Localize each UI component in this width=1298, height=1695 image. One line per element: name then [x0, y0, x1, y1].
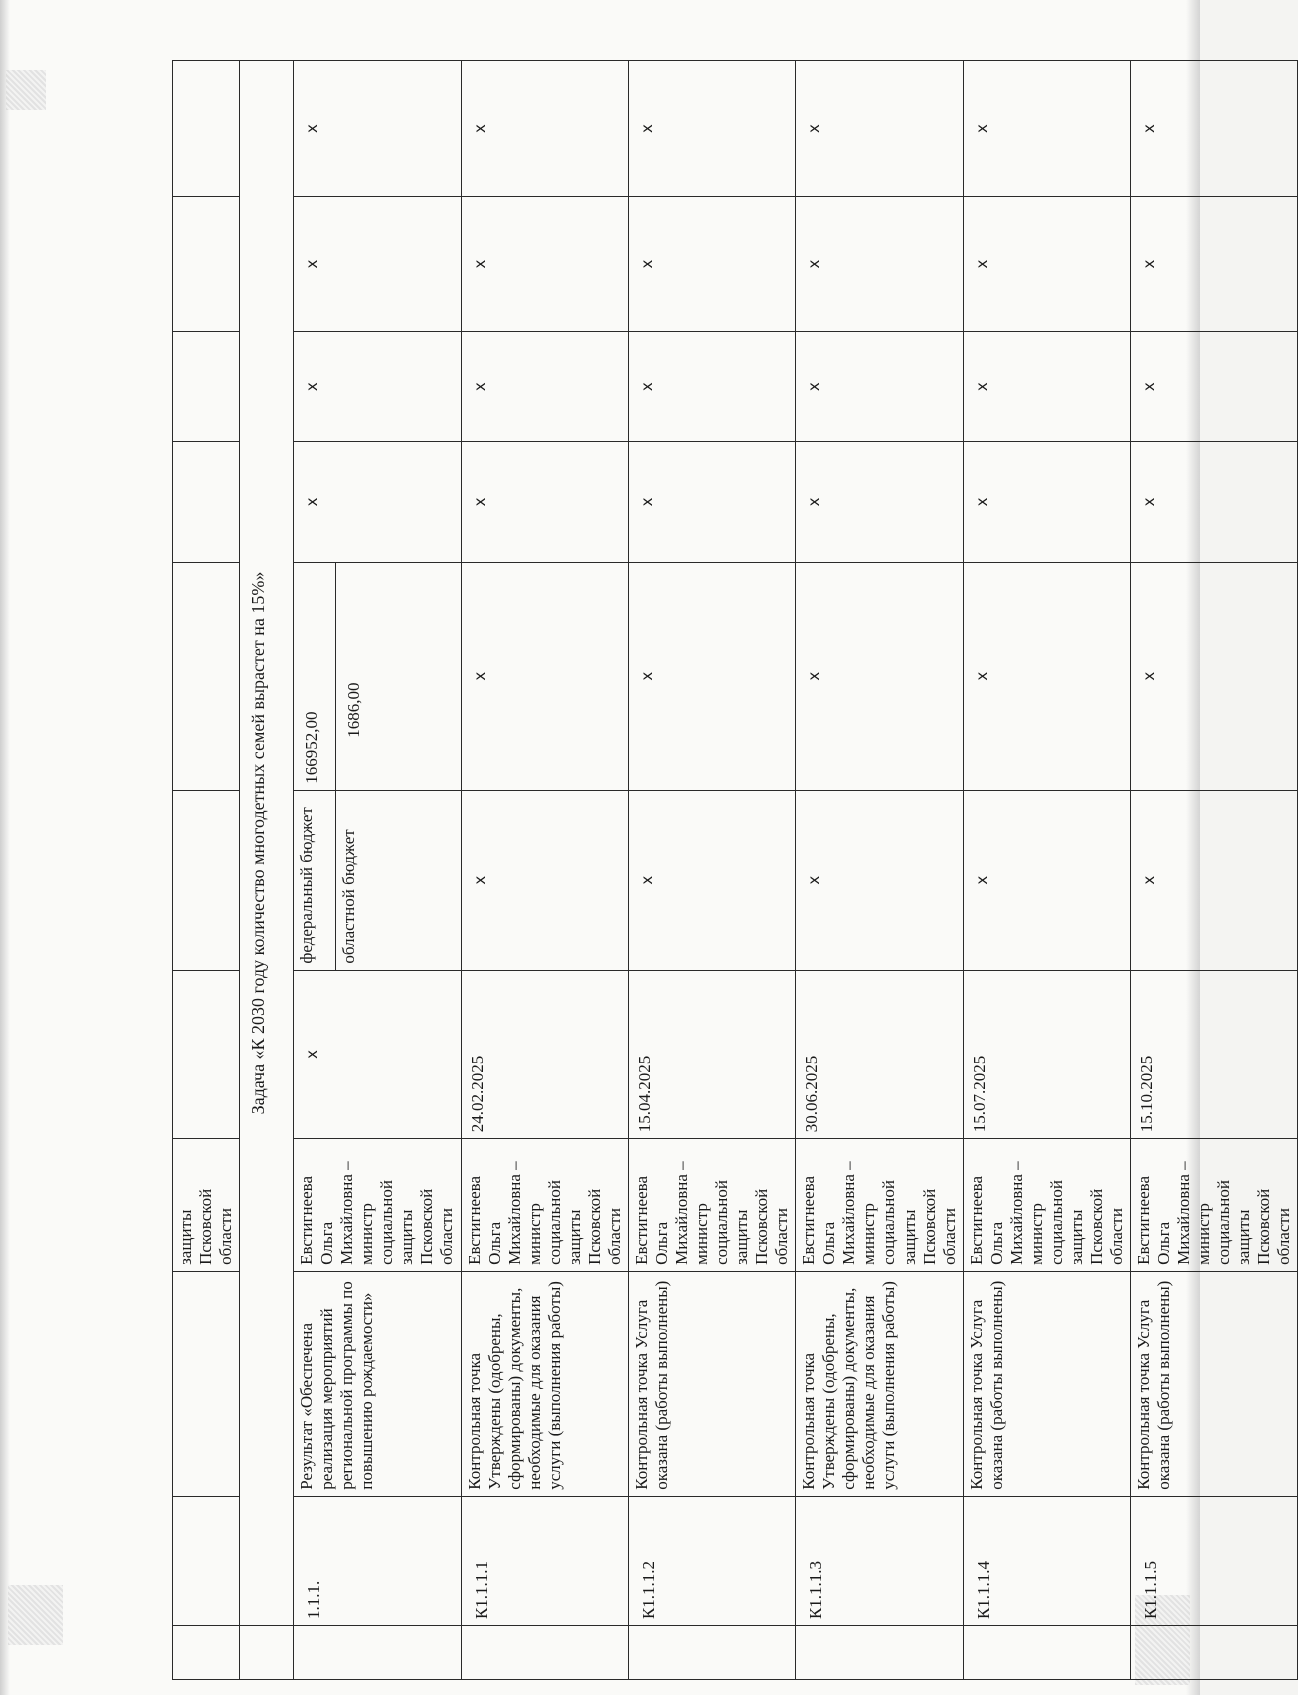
cell-x: х: [628, 61, 795, 197]
task-title: Задача «К 2030 году количество многодетных семей вырастет на 15%»: [240, 61, 294, 1626]
cell-x: х: [294, 442, 461, 562]
row-code: 1.1.1.: [294, 1496, 461, 1625]
source-regional: областной бюджет: [339, 829, 359, 964]
row-responsible: Евстигнеева Ольга Михайловна – министр социальной защиты Псковской области: [628, 1139, 795, 1272]
cell-x: х: [1131, 197, 1298, 332]
table-row: [461, 61, 628, 1680]
amount-federal: 166952,00: [294, 563, 336, 790]
row-amounts: [294, 562, 461, 790]
row-responsible: Евстигнеева Ольга Михайловна – министр социальной защиты Псковской области: [1131, 1139, 1298, 1272]
row-name: Результат «Обеспечена реализация мероприятий региональной программы по повышению рождаемости»: [294, 1271, 461, 1496]
row-name: Контрольная точка Услуга оказана (работы выполнены): [963, 1271, 1130, 1496]
cell-x: х: [628, 442, 795, 562]
row-source: х: [1131, 790, 1298, 970]
cell-x: х: [796, 197, 963, 332]
responsible-continued: защиты Псковской области: [173, 1139, 240, 1272]
cell-x: х: [461, 332, 628, 442]
row-responsible: Евстигнеева Ольга Михайловна – министр социальной защиты Псковской области: [963, 1139, 1130, 1272]
cell-x: х: [963, 442, 1130, 562]
cell-x: х: [796, 332, 963, 442]
cell-x: х: [294, 197, 461, 332]
scan-noise: [6, 70, 46, 110]
row-responsible: Евстигнеева Ольга Михайловна – министр социальной защиты Псковской области: [796, 1139, 963, 1272]
row-source: х: [461, 790, 628, 970]
row-date: 15.07.2025: [963, 970, 1130, 1139]
cell-x: х: [628, 332, 795, 442]
row-name: Контрольная точка Утверждены (одобрены, сформированы) документы, необходимые для оказания услуги (выполнения работы): [461, 1271, 628, 1496]
cell-x: х: [461, 61, 628, 197]
row-responsible: Евстигнеева Ольга Михайловна – министр социальной защиты Псковской области: [294, 1139, 461, 1272]
row-source: х: [628, 790, 795, 970]
row-amount: х: [461, 562, 628, 790]
cell-x: х: [796, 442, 963, 562]
source-federal: федеральный бюджет: [294, 791, 336, 970]
cell-x: х: [796, 61, 963, 197]
cell-x: х: [294, 61, 461, 197]
row-source: х: [963, 790, 1130, 970]
cell-x: х: [1131, 442, 1298, 562]
scan-noise: [8, 1585, 63, 1645]
row-date: 15.10.2025: [1131, 970, 1298, 1139]
row-code: К1.1.1.3: [796, 1496, 963, 1625]
table-row: [1131, 61, 1298, 1680]
cell-x: х: [963, 332, 1130, 442]
row-code: К1.1.1.2: [628, 1496, 795, 1625]
row-date: 24.02.2025: [461, 970, 628, 1139]
row-date: 15.04.2025: [628, 970, 795, 1139]
scan-edge: [0, 0, 10, 1695]
row-code: К1.1.1.1: [461, 1496, 628, 1625]
row-sources: [294, 790, 461, 970]
task-row: [240, 61, 294, 1680]
row-amount: х: [628, 562, 795, 790]
row-date: 30.06.2025: [796, 970, 963, 1139]
table-row: [796, 61, 963, 1680]
cell-x: х: [294, 332, 461, 442]
row-name: Контрольная точка Услуга оказана (работы выполнены): [1131, 1271, 1298, 1496]
cell-x: х: [1131, 61, 1298, 197]
row-name: Контрольная точка Утверждены (одобрены, сформированы) документы, необходимые для оказания услуги (выполнения работы): [796, 1271, 963, 1496]
row-date: х: [294, 970, 461, 1139]
row-name: Контрольная точка Услуга оказана (работы выполнены): [628, 1271, 795, 1496]
row-source: х: [796, 790, 963, 970]
cell-x: х: [963, 197, 1130, 332]
row-amount: х: [1131, 562, 1298, 790]
cell-x: х: [628, 197, 795, 332]
rotated-table-container: [172, 60, 1294, 1680]
row-amount: х: [963, 562, 1130, 790]
table-row: [294, 61, 461, 1680]
row-amount: х: [796, 562, 963, 790]
row-responsible: Евстигнеева Ольга Михайловна – министр социальной защиты Псковской области: [461, 1139, 628, 1272]
cell-x: х: [461, 197, 628, 332]
row-code: К1.1.1.4: [963, 1496, 1130, 1625]
plan-table: [172, 60, 1298, 1680]
table-row: [963, 61, 1130, 1680]
cell-x: х: [963, 61, 1130, 197]
cell-x: х: [1131, 332, 1298, 442]
row-code: К1.1.1.5: [1131, 1496, 1298, 1625]
cell-x: х: [461, 442, 628, 562]
amount-regional: 1686,00: [344, 682, 364, 738]
continuation-row: [173, 61, 240, 1680]
table-row: [628, 61, 795, 1680]
